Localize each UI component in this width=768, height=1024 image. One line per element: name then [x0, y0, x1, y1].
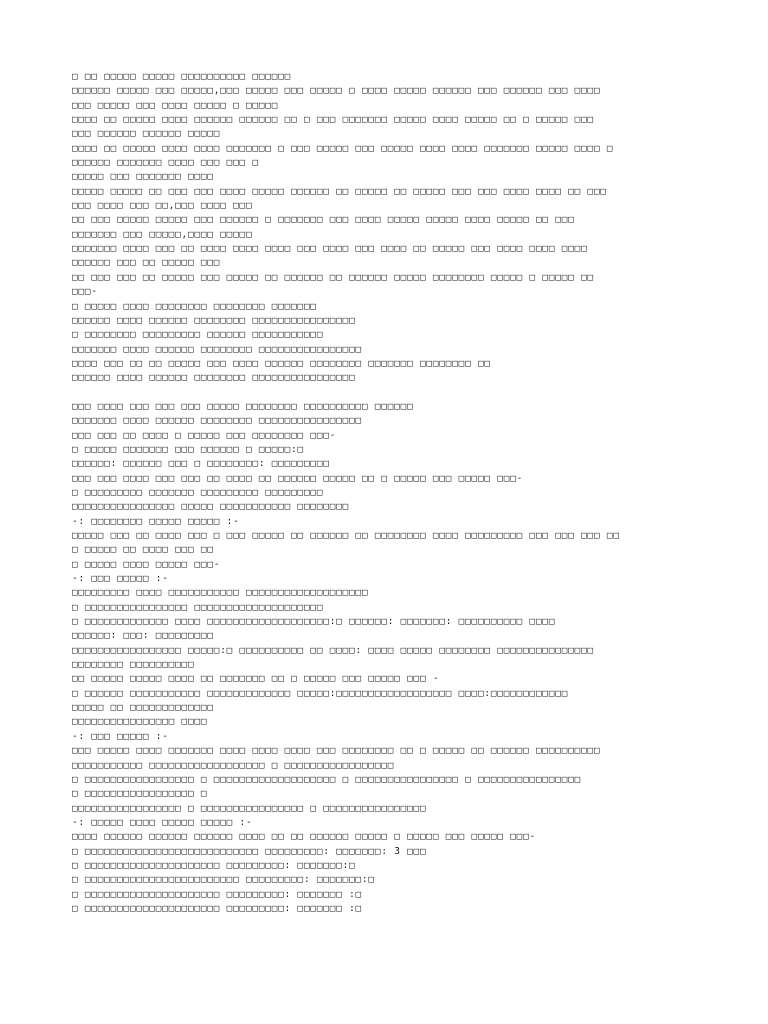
- text-line: □□□□□□□□□□□ □□□□□□□□□□□□□□□□□□ □ □□□□□□□□□□□□□□□□□: [72, 759, 395, 771]
- text-line: □□□□□□□ □□□□ □□□ □□ □□□□ □□□□ □□□□ □□□ □□□□ □□□ □□□□ □□ □□□□□ □□□ □□□□ □□□□ □□□□: [72, 243, 588, 255]
- text-line: □□□□□□□ □□□ □□□□□,□□□□ □□□□□: [72, 228, 253, 240]
- text-line: □□□□□□: □□□: □□□□□□□□□: [72, 630, 214, 642]
- text-line: □ □□□□□ □□□□ □□□□□ □□□-: [72, 558, 221, 570]
- text-line: □ □□□□□□□□□□□□□ □□□□ □□□□□□□□□□□□□□□□□□□:□ □□□□□□: □□□□□□□: □□□□□□□□□□ □□□□: [72, 616, 556, 628]
- text-line: □□□□□□: □□□□□□ □□□ □ □□□□□□□□: □□□□□□□□□: [72, 458, 330, 470]
- text-line: □ □□□□□□□□□ □□□□□□□ □□□□□□□□□ □□□□□□□□□: [72, 486, 324, 498]
- text-line: □ □□□□□□□□□□□□□□□□□□□□□ □□□□□□□□□: □□□□□□□ :□: [72, 888, 362, 900]
- text-line: □ □□□□□□□□□□□□□□□□□ □: [72, 788, 208, 800]
- text-line: □ □□□□□ □□□□ □□□□□□□□ □□□□□□□□ □□□□□□□: [72, 300, 317, 312]
- text-line: □□□□□□ □□□□ □□□□□□ □□□□□□□□ □□□□□□□□□□□□□□□□: [72, 314, 356, 326]
- text-line: -: □□□ □□□□□ :-: [72, 573, 169, 585]
- text-line: □□□□□□□□□ □□□□ □□□□□□□□□□□ □□□□□□□□□□□□□□□□□□□: [72, 587, 369, 599]
- text-line: □□□□ □□ □□□□□ □□□□ □□□□ □□□□□□□ □ □□□ □□□□□ □□□ □□□□□ □□□□ □□□□ □□□□□□□ □□□□□ □□□□ □: [72, 142, 614, 154]
- text-line: □□□□□ □□□ □□□□□□□ □□□□: [72, 171, 214, 183]
- text-line: [72, 386, 702, 400]
- text-line: □ □□□□□ □□ □□□□ □□□ □□: [72, 544, 214, 556]
- text-line: -: □□□□□□□□ □□□□□ □□□□□ :-: [72, 515, 240, 527]
- text-line: □□□□ □□ □□□□□ □□□□ □□□□□□ □□□□□□ □□ □ □□□ □□□□□□□ □□□□□ □□□□ □□□□□ □□ □ □□□□□ □□□: [72, 114, 594, 126]
- text-line: □□□ □□□ □□ □□□□ □ □□□□□ □□□ □□□□□□□□ □□□-: [72, 429, 337, 441]
- text-line: □ □□□□□□□□□□□□□□□□ □□□□□□□□□□□□□□□□□□□□: [72, 601, 324, 613]
- text-line: □ □□ □□□□□ □□□□□ □□□□□□□□□□ □□□□□□: [72, 71, 292, 82]
- text-line: □□□□□□□□ □□□□□□□□□□: [72, 659, 195, 671]
- text-line: □□□□□□□□□□□□□□□□ □□□□: [72, 716, 208, 728]
- text-line: □ □□□□□□□□□□□□□□□□□ □ □□□□□□□□□□□□□□□□□□□ □ □□□□□□□□□□□□□□□□ □ □□□□□□□□□□□□□□□□: [72, 773, 582, 785]
- text-line: □□□□□□□□□□□□□□□□□ □ □□□□□□□□□□□□□□□□ □ □□□□□□□□□□□□□□□□: [72, 802, 427, 814]
- text-line: □□□□□□□□□□□□□□□□□ □□□□□:□ □□□□□□□□□□ □□ □□□□: □□□□ □□□□□ □□□□□□□□ □□□□□□□□□□□□□□□: [72, 644, 594, 656]
- text-line: □□□□ □□□□□□ □□□□□□ □□□□□□ □□□□ □□ □□ □□□□□□ □□□□□ □ □□□□□ □□□ □□□□□ □□□-: [72, 831, 536, 843]
- text-line: □□ □□□ □□□□□ □□□□□ □□□ □□□□□□ □ □□□□□□□ □□□ □□□□ □□□□□ □□□□□ □□□□ □□□□□ □□ □□□: [72, 214, 575, 226]
- text-line: □□□□□□ □□□□□ □□□ □□□□□,□□□ □□□□□ □□□ □□□□□ □ □□□□ □□□□□ □□□□□□ □□□ □□□□□□ □□□ □□□□: [72, 85, 601, 97]
- text-line: -: □□□□□ □□□□ □□□□□ □□□□□ :-: [72, 816, 253, 828]
- text-line: □□□□□ □□ □□□□□□□□□□□□□: [72, 702, 214, 714]
- text-line: □□ □□□ □□□ □□ □□□□□ □□□ □□□□□ □□ □□□□□□ □□ □□□□□□ □□□□□ □□□□□□□□ □□□□□ □ □□□□□ □□: [72, 271, 594, 283]
- text-line: □□□□□□ □□□□ □□□□□□ □□□□□□□□ □□□□□□□□□□□□□□□□: [72, 372, 356, 384]
- text-line: □□□□□□□ □□□□ □□□□□□ □□□□□□□□ □□□□□□□□□□□□□□□□: [72, 415, 362, 427]
- text-line: □ □□□□□□□□ □□□□□□□□□ □□□□□□ □□□□□□□□□□□: [72, 329, 324, 341]
- text-line: □□ □□□□□ □□□□□ □□□□ □□ □□□□□□□ □□ □ □□□□□ □□□ □□□□□ □□□ -: [72, 673, 440, 685]
- text-line: □□□□□ □□□ □□ □□□□ □□□ □ □□□ □□□□□ □□ □□□□□□ □□ □□□□□□□□ □□□□ □□□□□□□□□ □□□ □□□ □□□ □□: [72, 530, 620, 541]
- text-line: -: □□□ □□□□□ :-: [72, 730, 169, 742]
- text-line: □□□□□□ □□□ □□ □□□□□ □□□: [72, 257, 221, 269]
- text-line: □□□□ □□□ □□ □□ □□□□□ □□□ □□□□ □□□□□□ □□□□□□□□ □□□□□□□ □□□□□□□□ □□: [72, 357, 491, 369]
- text-line: □□□□□□□ □□□□ □□□□□□ □□□□□□□□ □□□□□□□□□□□□□□□□: [72, 343, 362, 355]
- text-line: □ □□□□□□□□□□□□□□□□□□□□□ □□□□□□□□□: □□□□□□□:□: [72, 859, 356, 871]
- text-line: □ □□□□□□□□□□□□□□□□□□□□□ □□□□□□□□□: □□□□□□□ :□: [72, 902, 362, 914]
- text-line: □□□ □□□□□ □□□□ □□□□□□□ □□□□ □□□□ □□□□ □□□ □□□□□□□□ □□ □ □□□□□ □□ □□□□□□ □□□□□□□□□□: [72, 745, 601, 757]
- text-line: □ □□□□□ □□□□□□□ □□□ □□□□□□ □ □□□□□:□: [72, 443, 304, 455]
- text-line: □ □□□□□□□□□□□□□□□□□□□□□□□□ □□□□□□□□□: □□□□□□□:□: [72, 874, 375, 886]
- text-line: □□□ □□□□ □□□ □□□ □□□ □□□□□ □□□□□□□□ □□□□□□□□□□ □□□□□□: [72, 400, 414, 412]
- text-line: □□□□□□ □□□□□□□ □□□□ □□□ □□□ □: [72, 157, 259, 169]
- text-line: □□□ □□□□□□ □□□□□□ □□□□□: [72, 128, 221, 140]
- document-body: [72, 70, 702, 916]
- text-line: □□□ □□□□ □□□ □□,□□□ □□□□ □□□: [72, 200, 253, 212]
- text-line: □□□ □□□□□ □□□ □□□□ □□□□□ □ □□□□□: [72, 99, 279, 111]
- text-line: □□□□□ □□□□□ □□ □□□ □□□ □□□□ □□□□□ □□□□□□ □□ □□□□□ □□ □□□□□ □□□ □□□ □□□□ □□□□ □□ □□□: [72, 185, 607, 197]
- text-line: □□□ □□□ □□□□ □□□ □□□ □□ □□□□ □□ □□□□□□ □□□□□ □□ □ □□□□□ □□□ □□□□□ □□□-: [72, 472, 524, 484]
- text-line: □ □□□□□□ □□□□□□□□□□□ □□□□□□□□□□□□□ □□□□□:□□□□□□□□□□□□□□□□□□ □□□□:□□□□□□□□□□□□: [72, 687, 569, 699]
- text-line: □ □□□□□□□□□□□□□□□□□□□□□□□□□□□ □□□□□□□□□: □□□□□□□: 3 □□□: [72, 845, 427, 857]
- text-line: □□□-: [72, 286, 98, 298]
- text-line: □□□□□□□□□□□□□□□□ □□□□□ □□□□□□□□□□□ □□□□□□□□: [72, 501, 350, 513]
